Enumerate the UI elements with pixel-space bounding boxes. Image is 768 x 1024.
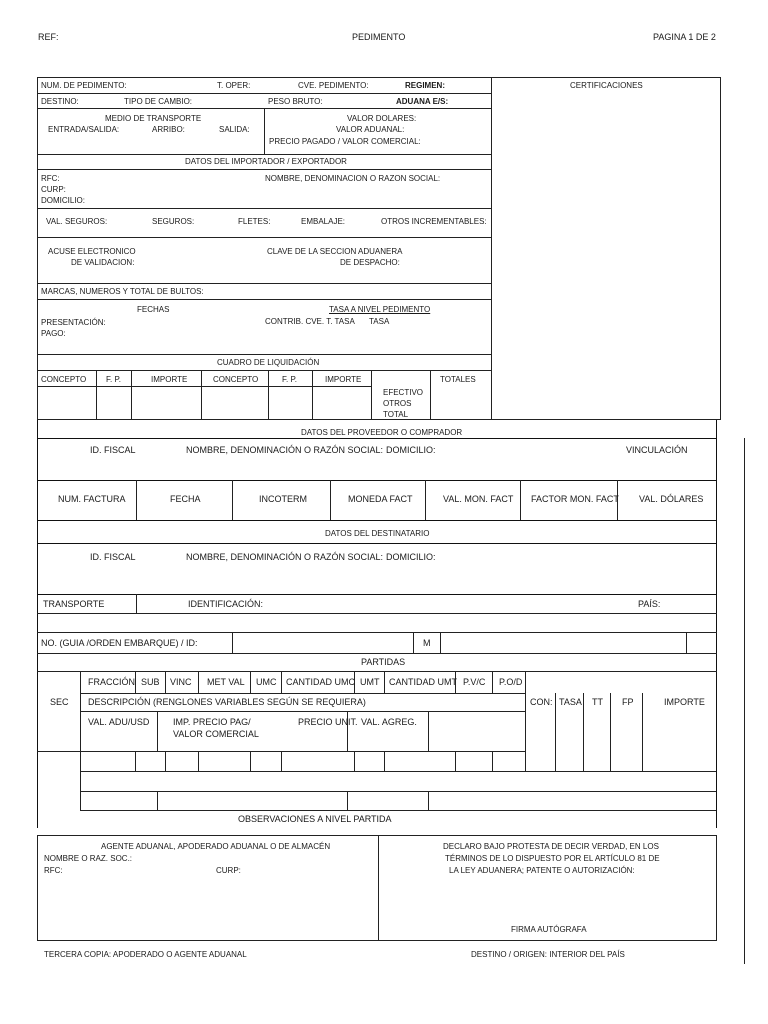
tipo-cambio-label: TIPO DE CAMBIO: — [124, 97, 193, 106]
certificaciones-label: CERTIFICACIONES — [570, 81, 643, 90]
fp-1-header: F. P. — [106, 375, 121, 384]
destinatario-domicilio-label: DOMICILIO: — [386, 552, 436, 562]
agente-curp-label: CURP: — [216, 866, 241, 875]
factor-mon-fact-header: FACTOR MON. FACT — [531, 494, 619, 504]
fechas-label: FECHAS — [137, 305, 170, 314]
fletes-label: FLETES: — [238, 217, 271, 226]
sub-header: SUB — [141, 677, 160, 687]
observaciones-label: OBSERVACIONES A NIVEL PARTIDA — [238, 814, 392, 824]
m-label: M — [423, 638, 431, 648]
contrib-label: CONTRIB. CVE. T. TASA — [265, 317, 355, 326]
nombre-razon-label: NOMBRE, DENOMINACION O RAZON SOCIAL: — [265, 174, 441, 183]
num-factura-header: NUM. FACTURA — [58, 494, 126, 504]
cve-pedimento-label: CVE. PEDIMENTO: — [298, 81, 369, 90]
precio-unit-header: PRECIO UNIT. — [298, 717, 358, 727]
umt-header: UMT — [360, 677, 380, 687]
fp-header: FP — [622, 697, 634, 707]
umc-header: UMC — [256, 677, 277, 687]
proveedor-id-fiscal-label: ID. FISCAL — [90, 445, 136, 455]
cuadro-liquidacion-title: CUADRO DE LIQUIDACIÓN — [217, 358, 320, 367]
acuse-validacion-label: DE VALIDACION: — [71, 258, 135, 267]
destino-label: DESTINO: — [41, 97, 79, 106]
declaro-line-2: TÉRMINOS DE LO DISPUESTO POR EL ARTÍCULO 81 DE — [445, 854, 660, 863]
entrada-salida-label: ENTRADA/SALIDA: — [48, 125, 120, 134]
clave-despacho-label: DE DESPACHO: — [340, 258, 400, 267]
proveedor-domicilio-label: DOMICILIO: — [386, 445, 436, 455]
arribo-label: ARRIBO: — [152, 125, 185, 134]
peso-bruto-label: PESO BRUTO: — [268, 97, 323, 106]
con-header: CON: — [530, 697, 553, 707]
importe-2-header: IMPORTE — [325, 375, 362, 384]
agente-title: AGENTE ADUANAL, APODERADO ADUANAL O DE ALMACÉN — [101, 842, 331, 851]
val-dolares-header: VAL. DÓLARES — [639, 494, 704, 504]
cantidad-umt-header: CANTIDAD UMT — [389, 677, 457, 687]
proveedor-title: DATOS DEL PROVEEDOR O COMPRADOR — [301, 428, 463, 437]
totales-header: TOTALES — [440, 375, 476, 384]
val-mon-fact-header: VAL. MON. FACT — [443, 494, 514, 504]
ref-label: REF: — [38, 32, 59, 42]
sec-header: SEC — [50, 697, 69, 707]
otros-label: OTROS — [383, 399, 412, 408]
moneda-fact-header: MONEDA FACT — [348, 494, 413, 504]
declaro-line-3: LA LEY ADUANERA; PATENTE O AUTORIZACIÓN: — [449, 866, 635, 875]
acuse-electronico-label: ACUSE ELECTRONICO — [48, 247, 136, 256]
imp-precio-header-2: VALOR COMERCIAL — [173, 729, 259, 739]
partidas-title: PARTIDAS — [361, 657, 406, 667]
num-pedimento-label: NUM. DE PEDIMENTO: — [41, 81, 127, 90]
firma-label: FIRMA AUTÓGRAFA — [511, 925, 587, 934]
valor-aduanal-label: VALOR ADUANAL: — [336, 125, 405, 134]
guia-label: NO. (GUIA /ORDEN EMBARQUE) / ID: — [41, 638, 198, 648]
regimen-label: REGIMEN: — [405, 81, 445, 90]
vinc-header: VINC — [170, 677, 192, 687]
fecha-header: FECHA — [170, 494, 201, 504]
aduana-label: ADUANA E/S: — [396, 97, 449, 106]
seguros-label: SEGUROS: — [152, 217, 195, 226]
fraccion-header: FRACCIÓN — [88, 677, 135, 687]
pvc-header: P.V/C — [463, 677, 486, 687]
presentacion-label: PRESENTACIÓN: — [41, 318, 106, 327]
tercera-copia-label: TERCERA COPIA: APODERADO O AGENTE ADUANAL — [44, 950, 247, 959]
curp-label: CURP: — [41, 185, 66, 194]
imp-precio-header-1: IMP. PRECIO PAG/ — [173, 717, 251, 727]
agente-rfc-label: RFC: — [44, 866, 63, 875]
importe-1-header: IMPORTE — [151, 375, 188, 384]
embalaje-label: EMBALAJE: — [301, 217, 346, 226]
incoterm-header: INCOTERM — [259, 494, 307, 504]
domicilio-label: DOMICILIO: — [41, 196, 86, 205]
descripcion-header: DESCRIPCIÓN (RENGLONES VARIABLES SEGÚN SE REQUIERA) — [88, 697, 366, 707]
pod-header: P.O/D — [499, 677, 523, 687]
concepto-1-header: CONCEPTO — [41, 375, 87, 384]
destinatario-nombre-label: NOMBRE, DENOMINACIÓN O RAZÓN SOCIAL: — [186, 552, 384, 562]
cantidad-umc-header: CANTIDAD UMC — [286, 677, 355, 687]
salida-label: SALIDA: — [219, 125, 250, 134]
otros-incrementables-label: OTROS INCREMENTABLES: — [381, 217, 487, 226]
destinatario-title: DATOS DEL DESTINATARIO — [325, 529, 430, 538]
medio-transporte-label: MEDIO DE TRANSPORTE — [105, 114, 202, 123]
val-seguros-label: VAL. SEGUROS: — [46, 217, 108, 226]
proveedor-nombre-label: NOMBRE, DENOMINACIÓN O RAZÓN SOCIAL: — [186, 445, 384, 455]
page-number: PAGINA 1 DE 2 — [653, 32, 716, 42]
efectivo-label: EFECTIVO — [383, 388, 424, 397]
rfc-label: RFC: — [41, 174, 60, 183]
val-adu-header: VAL. ADU/USD — [88, 717, 150, 727]
declaro-line-1: DECLARO BAJO PROTESTA DE DECIR VERDAD, EN LOS — [443, 842, 659, 851]
agente-nombre-label: NOMBRE O RAZ. SOC.: — [44, 854, 133, 863]
fp-2-header: F. P. — [282, 375, 297, 384]
valor-dolares-label: VALOR DOLARES: — [347, 114, 417, 123]
total-label: TOTAL — [383, 410, 409, 419]
destinatario-id-fiscal-label: ID. FISCAL — [90, 552, 136, 562]
clave-seccion-label: CLAVE DE LA SECCION ADUANERA — [267, 247, 403, 256]
val-agreg-header: VAL. AGREG. — [361, 717, 417, 727]
datos-importador-title: DATOS DEL IMPORTADOR / EXPORTADOR — [185, 157, 347, 166]
pago-label: PAGO: — [41, 329, 66, 338]
transporte-label: TRANSPORTE — [43, 599, 105, 609]
concepto-2-header: CONCEPTO — [213, 375, 259, 384]
t-oper-label: T. OPER: — [217, 81, 251, 90]
precio-pagado-label: PRECIO PAGADO / VALOR COMERCIAL: — [269, 137, 421, 146]
marcas-label: MARCAS, NUMEROS Y TOTAL DE BULTOS: — [41, 287, 204, 296]
destino-origen-label: DESTINO / ORIGEN: INTERIOR DEL PAÍS — [471, 950, 625, 959]
tasa-header: TASA — [559, 697, 582, 707]
page-title: PEDIMENTO — [352, 32, 406, 42]
met-val-header: MET VAL — [207, 677, 245, 687]
vinculacion-label: VINCULACIÓN — [626, 445, 688, 455]
identificacion-label: IDENTIFICACIÓN: — [188, 599, 264, 609]
pais-label: PAÍS: — [638, 599, 661, 609]
tasa-label: TASA — [369, 317, 390, 326]
tasa-nivel-label: TASA A NIVEL PEDIMENTO — [329, 305, 431, 314]
tt-header: TT — [592, 697, 603, 707]
importe-header: IMPORTE — [664, 697, 705, 707]
